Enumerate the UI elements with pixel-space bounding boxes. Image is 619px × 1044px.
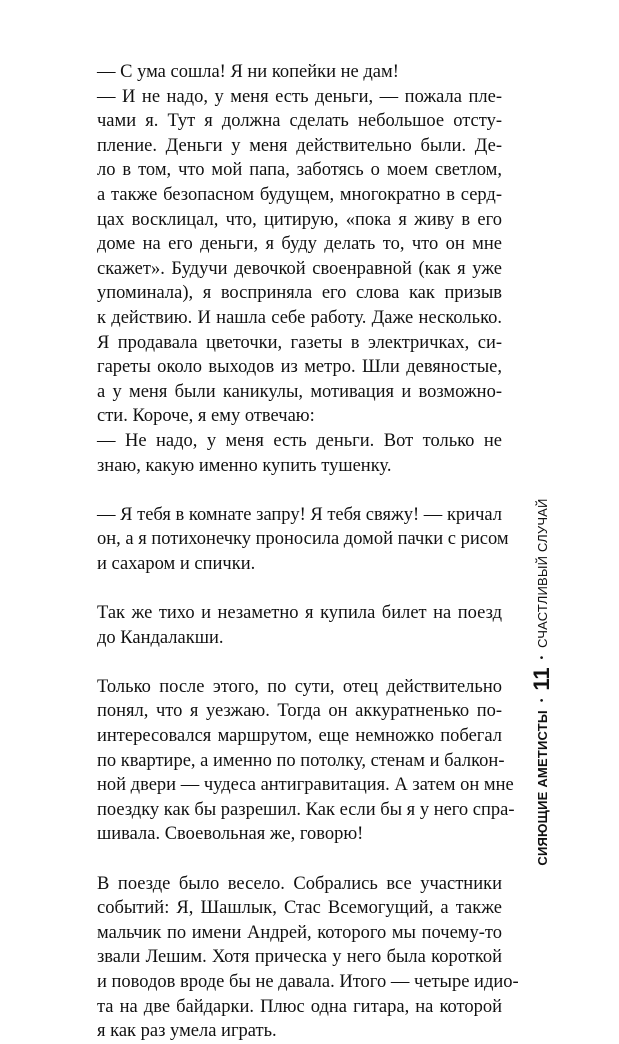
- text-line: интересовался маршрутом, еще немножко побегал: [97, 726, 502, 747]
- text-line: Только после этого, по сути, отец действительно: [97, 676, 502, 697]
- paragraph: [97, 601, 502, 650]
- text-line: гареты около выходов из метро. Шли девяностые,: [97, 357, 502, 378]
- text-line: цах восклицал, что, цитирую, «пока я живу в его: [97, 209, 502, 230]
- text-line: пление. Деньги у меня действительно были. Де-: [97, 135, 502, 156]
- text-line: — Не надо, у меня есть деньги. Вот только не: [97, 430, 502, 451]
- text-line: шивала. Своевольная же, говорю!: [97, 824, 364, 845]
- bullet-separator: •: [536, 655, 548, 660]
- text-line: ло в том, что мой папа, заботясь о моем светлом,: [97, 160, 502, 181]
- text-line: — И не надо, у меня есть деньги, — пожала пле-: [97, 86, 502, 107]
- text-line: он, а я потихонечку проносила домой пачки с рисом: [97, 529, 509, 550]
- text-line: упоминала), я восприняла его слова как призыв: [97, 283, 502, 304]
- bullet-separator: •: [536, 698, 548, 703]
- text-line: а у меня были каникулы, мотивация и возможно-: [97, 381, 502, 402]
- text-line: и поводов вроде бы не давала. Итого — четыре идио-: [97, 971, 519, 992]
- running-head-inner: [529, 498, 555, 865]
- paragraph-gap: [97, 576, 502, 601]
- text-line: В поезде было весело. Собрались все участники: [97, 873, 502, 894]
- text-line: по квартире, а именно по потолку, стенам и балкон-: [97, 750, 505, 771]
- page-number: 11: [529, 667, 554, 691]
- text-line: чами я. Тут я должна сделать небольшое отсту-: [97, 111, 502, 132]
- text-line: Я продавала цветочки, газеты в электричках, си-: [97, 332, 502, 353]
- text-line: и сахаром и спички.: [97, 553, 256, 574]
- paragraph: [97, 675, 515, 847]
- text-line: скажет». Будучи девочкой своенравной (как я уже: [97, 258, 502, 279]
- text-line: доме на его деньги, я буду делать то, что он мне: [97, 234, 502, 255]
- paragraph: [97, 60, 502, 85]
- text-line: к действию. И нашла себе работу. Даже несколько.: [97, 307, 502, 328]
- text-line: знаю, какую именно купить тушенку.: [97, 455, 392, 476]
- text-line: до Кандалакши.: [97, 627, 224, 648]
- text-line: та на две байдарки. Плюс одна гитара, на которой: [97, 996, 502, 1017]
- running-head: [527, 100, 557, 900]
- series-title: СИЯЮЩИЕ АМЕТИСТЫ: [534, 710, 550, 866]
- text-line: понял, что я уезжаю. Тогда он аккуратненько по-: [97, 701, 502, 722]
- paragraph: [97, 872, 519, 1044]
- paragraph-gap: [97, 847, 502, 872]
- text-line: событий: Я, Шашлык, Стас Всемогущий, а также: [97, 898, 502, 919]
- text-line: — Я тебя в комнате запру! Я тебя свяжу! — кричал: [97, 504, 502, 525]
- text-line: сти. Короче, я ему отвечаю:: [97, 406, 315, 427]
- text-line: ной двери — чудеса антигравитация. А затем он мне: [97, 775, 514, 796]
- text-line: я как раз умела играть.: [97, 1021, 277, 1042]
- text-line: — С ума сошла! Я ни копейки не дам!: [97, 62, 399, 82]
- chapter-title: СЧАСТЛИВЫЙ СЛУЧАЙ: [534, 498, 550, 648]
- text-line: Так же тихо и незаметно я купила билет на поезд: [97, 603, 502, 624]
- paragraph: [97, 503, 509, 577]
- text-line: поездку как бы разрешил. Как если бы я у него спра-: [97, 799, 515, 820]
- text-line: мальчик по имени Андрей, которого мы почему-то: [97, 922, 502, 943]
- paragraph-gap: [97, 650, 502, 675]
- text-line: звали Лешим. Хотя прическа у него была короткой: [97, 947, 502, 968]
- paragraph-gap: [97, 478, 502, 503]
- text-line: а также безопасном будущем, многократно в серд-: [97, 184, 502, 205]
- paragraph: [97, 429, 502, 478]
- body-text: [97, 60, 519, 1044]
- paragraph: [97, 85, 502, 429]
